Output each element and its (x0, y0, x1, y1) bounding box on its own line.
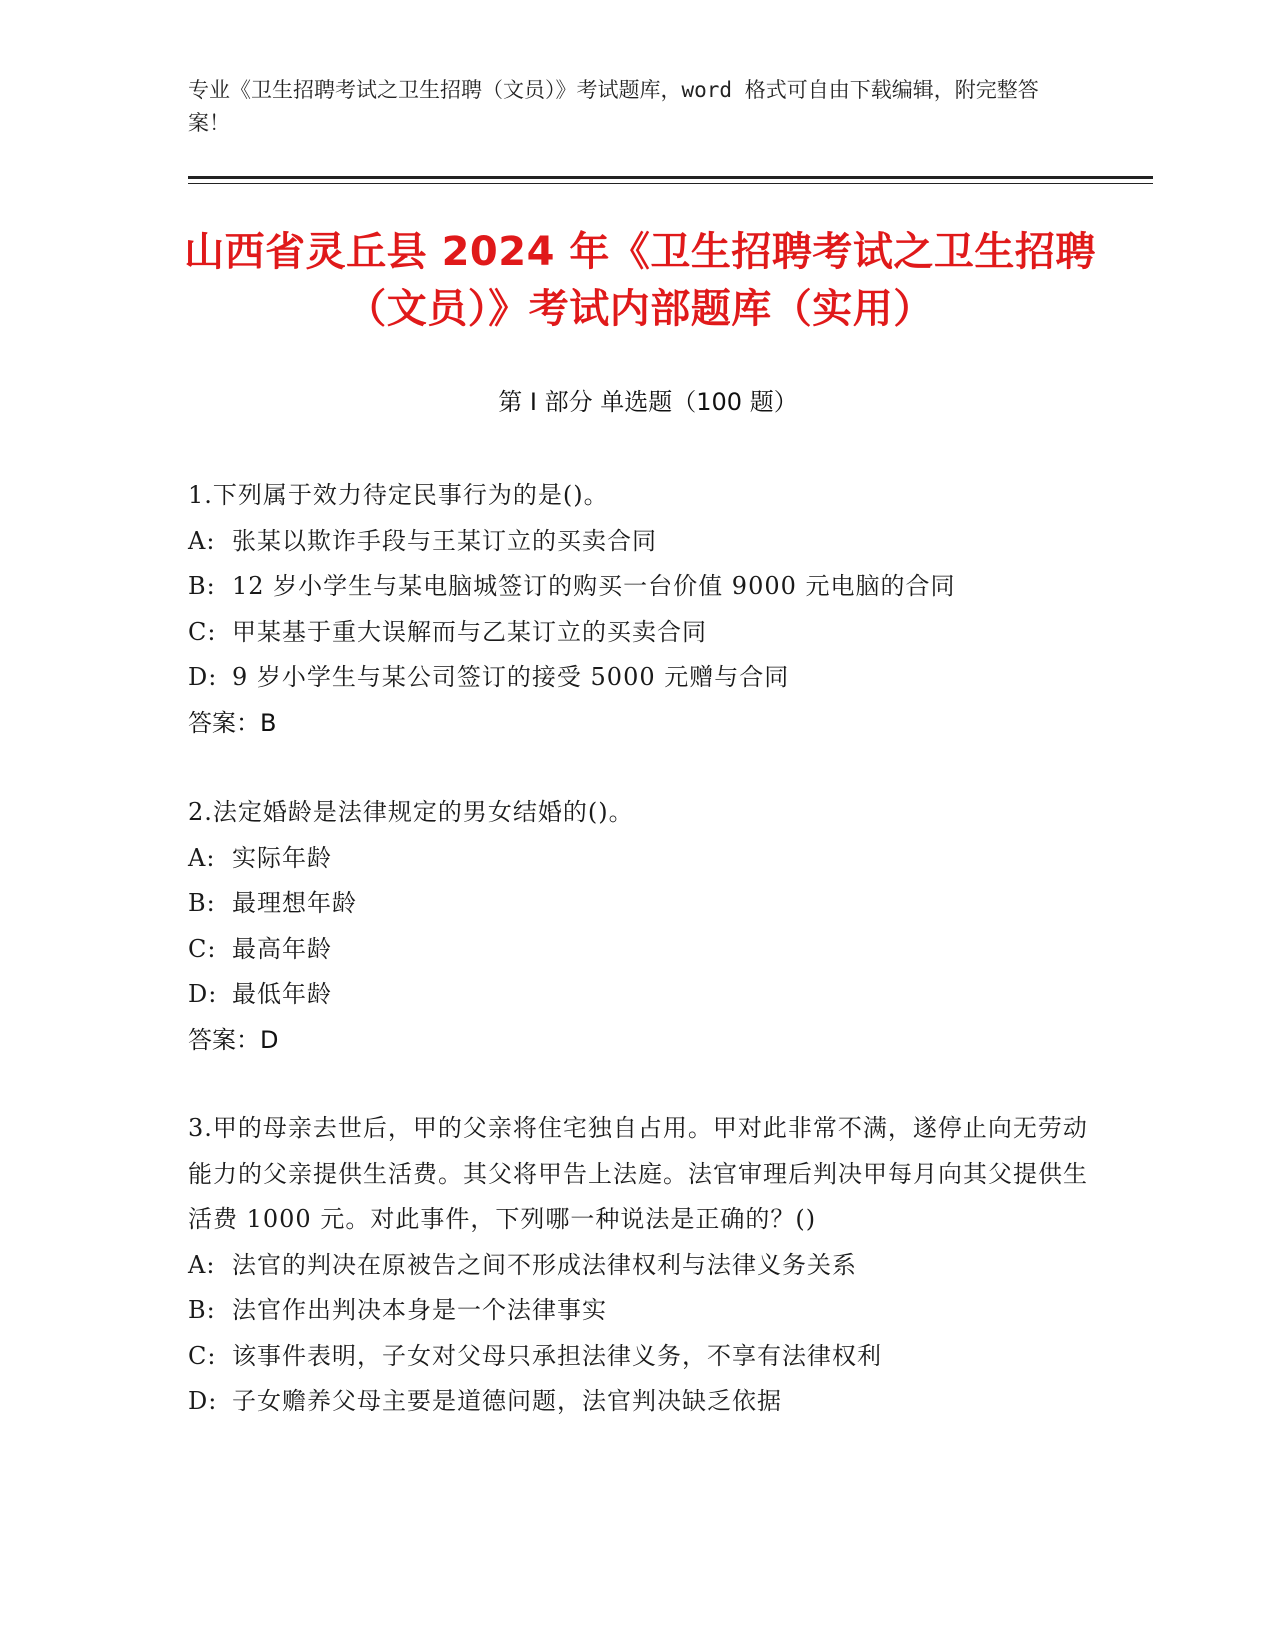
option-b (188, 1288, 1088, 1334)
option-text: 实际年龄 (232, 843, 332, 872)
question-3 (188, 1106, 1088, 1425)
option-key: C: (188, 617, 217, 646)
option-text: 最高年龄 (232, 934, 332, 963)
option-key: D: (188, 1387, 218, 1415)
option-text: 该事件表明，子女对父母只承担法律义务，不享有法律权利 (232, 1341, 882, 1370)
option-b (188, 881, 1088, 927)
option-text: 张某以欺诈手段与王某订立的买卖合同 (232, 526, 657, 555)
option-a (188, 519, 1088, 565)
option-d (188, 972, 1088, 1018)
section-title: 第 I 部分 单选题（100 题） (498, 388, 798, 416)
option-d (188, 1379, 1088, 1425)
option-key: C: (188, 1341, 217, 1370)
option-c (188, 1334, 1088, 1380)
option-key: D: (188, 980, 218, 1008)
option-a (188, 1243, 1088, 1289)
option-b (188, 564, 1088, 610)
question-1 (188, 473, 1088, 746)
header-rule-thin (188, 183, 1153, 184)
option-key: B: (188, 889, 216, 917)
option-key: B: (188, 572, 216, 600)
option-d (188, 655, 1088, 701)
option-key: A: (188, 843, 216, 872)
option-text: 法官的判决在原被告之间不形成法律权利与法律义务关系 (232, 1250, 857, 1279)
option-c (188, 927, 1088, 973)
answer-line: 答案：D (188, 1025, 279, 1054)
option-key: B: (188, 1296, 216, 1324)
option-key: A: (188, 1250, 216, 1279)
question-2 (188, 790, 1088, 1063)
option-key: D: (188, 663, 218, 691)
option-key: A: (188, 526, 216, 555)
option-text: 9 岁小学生与某公司签订的接受 5000 元赠与合同 (232, 663, 790, 691)
question-stem: 2.法定婚龄是法律规定的男女结婚的()。 (188, 798, 634, 826)
option-a (188, 836, 1088, 882)
option-text: 最理想年龄 (232, 889, 357, 917)
option-text: 法官作出判决本身是一个法律事实 (232, 1296, 607, 1324)
option-text: 12 岁小学生与某电脑城签订的购买一台价值 9000 元电脑的合同 (232, 572, 956, 600)
option-text: 最低年龄 (232, 980, 332, 1008)
question-stem: 3.甲的母亲去世后，甲的父亲将住宅独自占用。甲对此非常不满，遂停止向无劳动能力的父亲提供生活费。其父将甲告上法庭。法官审理后判决甲每月向其父提供生活费 1000 元。对此事件，下列哪一种说法是正确的？() (188, 1114, 1088, 1233)
option-text: 子女赡养父母主要是道德问题，法官判决缺乏依据 (232, 1387, 782, 1415)
option-key: C: (188, 934, 217, 963)
question-stem: 1.下列属于效力待定民事行为的是()。 (188, 481, 609, 509)
option-text: 甲某基于重大误解而与乙某订立的买卖合同 (232, 617, 707, 646)
answer-line: 答案：B (188, 708, 277, 737)
header-note: 专业《卫生招聘考试之卫生招聘（文员）》考试题库，word 格式可自由下载编辑，附完整答案！ (188, 78, 1039, 135)
header-rule-thick (188, 176, 1153, 179)
document-title: 山西省灵丘县 2024 年《卫生招聘考试之卫生招聘（文员）》考试内部题库（实用） (184, 229, 1096, 332)
option-c (188, 610, 1088, 656)
